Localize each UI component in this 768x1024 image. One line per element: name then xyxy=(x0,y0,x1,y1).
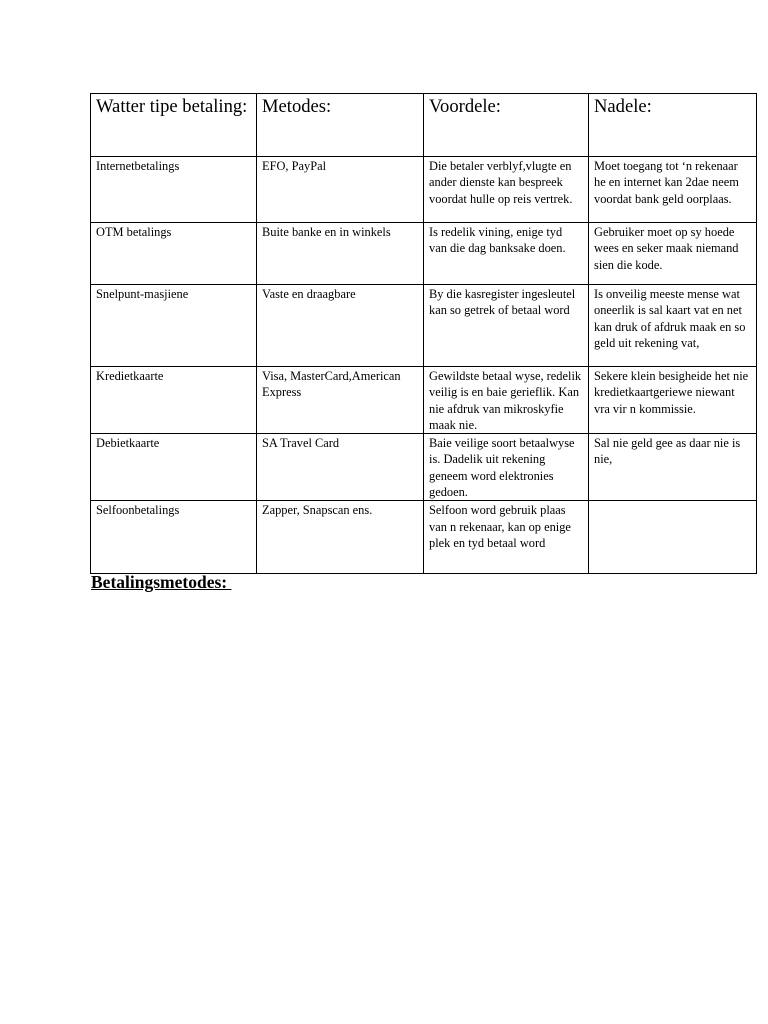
cell-methods: Zapper, Snapscan ens. xyxy=(257,501,424,574)
cell-advantages: By die kasregister ingesleutel kan so getrek of betaal word xyxy=(424,285,589,367)
cell-payment-type: Kredietkaarte xyxy=(91,367,257,434)
cell-payment-type: Internetbetalings xyxy=(91,157,257,223)
cell-payment-type: Selfoonbetalings xyxy=(91,501,257,574)
table-row xyxy=(91,367,757,434)
cell-methods: Visa, MasterCard,American Express xyxy=(257,367,424,434)
cell-methods: EFO, PayPal xyxy=(257,157,424,223)
header-methods: Metodes: xyxy=(257,94,424,157)
cell-payment-type: Snelpunt-masjiene xyxy=(91,285,257,367)
table-row xyxy=(91,501,757,574)
cell-advantages: Baie veilige soort betaalwyse is. Dadelik uit rekening geneem word elektronies gedoen. xyxy=(424,434,589,501)
payment-methods-table xyxy=(90,93,757,574)
table-row xyxy=(91,285,757,367)
cell-methods: SA Travel Card xyxy=(257,434,424,501)
cell-advantages: Die betaler verblyf,vlugte en ander dienste kan bespreek voordat hulle op reis vertrek. xyxy=(424,157,589,223)
cell-advantages: Selfoon word gebruik plaas van n rekenaar, kan op enige plek en tyd betaal word xyxy=(424,501,589,574)
header-payment-type: Watter tipe betaling: xyxy=(91,94,257,157)
cell-advantages: Is redelik vining, enige tyd van die dag banksake doen. xyxy=(424,223,589,285)
header-advantages: Voordele: xyxy=(424,94,589,157)
cell-disadvantages: Moet toegang tot ‘n rekenaar he en internet kan 2dae neem voordat bank geld oorplaas. xyxy=(589,157,757,223)
cell-payment-type: Debietkaarte xyxy=(91,434,257,501)
cell-advantages: Gewildste betaal wyse, redelik veilig is en baie gerieflik. Kan nie afdruk van mikroskyfie maak nie. xyxy=(424,367,589,434)
cell-payment-type: OTM betalings xyxy=(91,223,257,285)
section-heading: Betalingsmetodes: xyxy=(91,572,232,592)
cell-disadvantages: Sal nie geld gee as daar nie is nie, xyxy=(589,434,757,501)
cell-disadvantages xyxy=(589,501,757,574)
cell-methods: Vaste en draagbare xyxy=(257,285,424,367)
cell-disadvantages: Sekere klein besigheide het nie kredietkaartgeriewe niewant vra vir n kommissie. xyxy=(589,367,757,434)
header-disadvantages: Nadele: xyxy=(589,94,757,157)
cell-disadvantages: Gebruiker moet op sy hoede wees en seker maak niemand sien die kode. xyxy=(589,223,757,285)
cell-methods: Buite banke en in winkels xyxy=(257,223,424,285)
cell-disadvantages: Is onveilig meeste mense wat oneerlik is sal kaart vat en net kan druk of afdruk maak en so geld uit rekening vat, xyxy=(589,285,757,367)
table-row xyxy=(91,223,757,285)
table-row xyxy=(91,157,757,223)
table-header-row xyxy=(91,94,757,157)
table-row xyxy=(91,434,757,501)
